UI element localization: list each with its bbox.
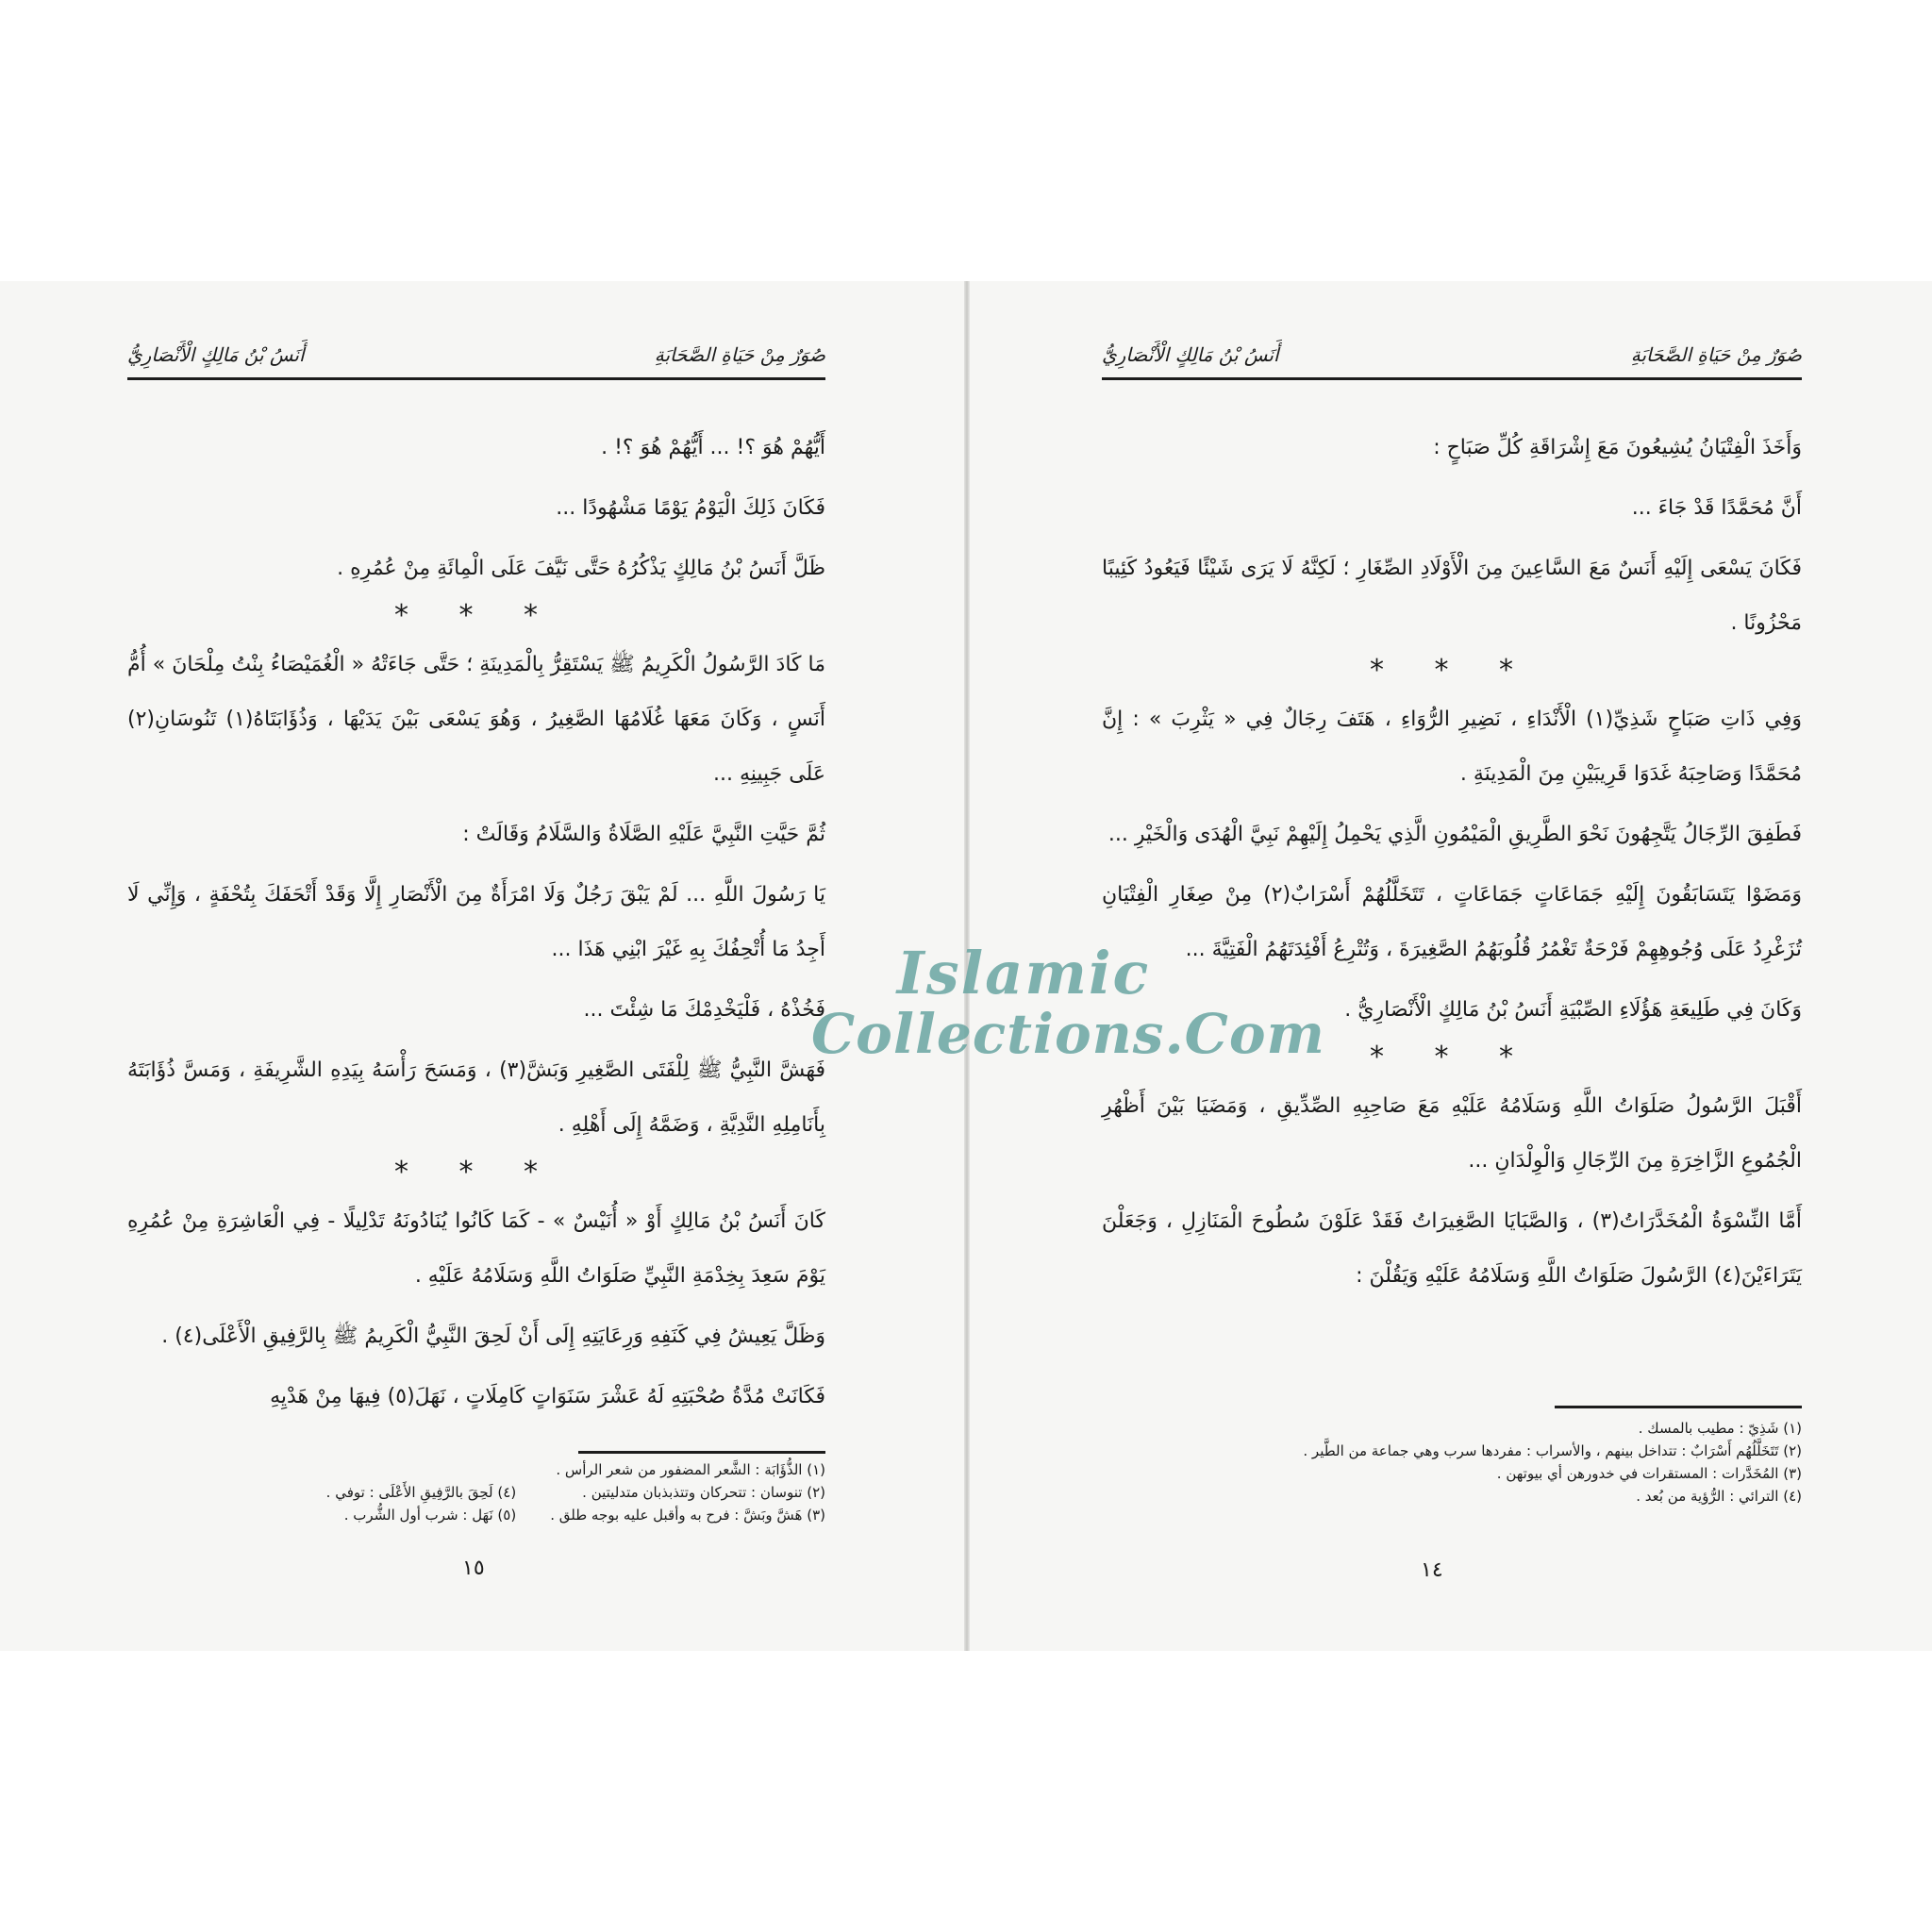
header-series-title: صُوَرٌ مِنْ حَيَاةِ الصَّحَابَةِ [1630, 343, 1802, 366]
section-separator: * * * [393, 1156, 559, 1189]
paragraph: ثُمَّ حَيَّتِ النَّبِيَّ عَلَيْهِ الصَّلَاةُ وَالسَّلَامُ وَقَالَتْ : [462, 823, 825, 846]
footnote: (١) الذُّؤَابَة : الشَّعر المضفور من شعر الرأس . [556, 1461, 825, 1478]
footnote: (٢) تَتَخَلَّلُهُم أَسْرَابٌ : تتداخل بينهم ، والأسراب : مفردها سرب وهي جماعة من الطَّير . [1303, 1442, 1802, 1459]
footnote: (١) شَذِيّ : مطيب بالمسك . [1638, 1420, 1802, 1437]
watermark-logo [811, 939, 1325, 1066]
paragraph: فَكَانَ ذَلِكَ الْيَوْمُ يَوْمًا مَشْهُودًا ... [556, 496, 825, 520]
header-book-title: أَنَسُ بْنُ مَالِكٍ الْأَنْصَارِيُّ [127, 343, 305, 366]
watermark-line: Islamic [896, 939, 1151, 1008]
paragraph: وَفِي ذَاتِ صَبَاحٍ شَذِيِّ(١) الْأَنْدَاءِ ، نَضِيرِ الرُّوَاءِ ، هَتَفَ رِجَالٌ فِي « يَثْرِبَ » : إِنَّ مُحَمَّدًا وَصَاحِبَهُ غَدَوَا قَرِيبَيْنِ مِنَ الْمَدِينَةِ . [1102, 708, 1802, 786]
section-separator: * * * [393, 599, 559, 632]
footnote-rule [1555, 1406, 1802, 1408]
paragraph: أَمَّا النِّسْوَةُ الْمُخَدَّرَاتُ(٣) ، وَالصَّبَايَا الصَّغِيرَاتُ فَقَدْ عَلَوْنَ سُطُوحَ الْمَنَازِلِ ، وَجَعَلْنَ يَتَرَاءَيْنَ(٤) الرَّسُولَ صَلَوَاتُ اللَّهِ وَسَلَامُهُ عَلَيْهِ وَيَقُلْنَ : [1102, 1209, 1802, 1288]
paragraph: وَظَلَّ يَعِيشُ فِي كَنَفِهِ وَرِعَايَتِهِ إِلَى أَنْ لَحِقَ النَّبِيُّ الْكَرِيمُ ﷺ بِالرَّفِيقِ الْأَعْلَى(٤) . [161, 1324, 825, 1348]
paragraph: فَطَفِقَ الرِّجَالُ يَتَّجِهُونَ نَحْوَ الطَّرِيقِ الْمَيْمُونِ الَّذِي يَحْمِلُ إِلَيْهِمْ نَبِيَّ الْهُدَى وَالْخَيْرِ ... [1108, 823, 1802, 846]
footnote-rule [578, 1451, 825, 1454]
paragraph: فَخُذْهُ ، فَلْيَخْدِمْكَ مَا شِئْتَ ... [583, 998, 825, 1022]
paragraph: أَقْبَلَ الرَّسُولُ صَلَوَاتُ اللَّهِ وَسَلَامُهُ عَلَيْهِ مَعَ صَاحِبِهِ الصِّدِّيقِ ، وَمَضَيَا بَيْنَ أَظْهُرِ الْجُمُوعِ الزَّاخِرَةِ مِنَ الرِّجَالِ وَالْوِلْدَانِ ... [1102, 1094, 1802, 1173]
paragraph: مَا كَادَ الرَّسُولُ الْكَرِيمُ ﷺ يَسْتَقِرُّ بِالْمَدِينَةِ ؛ حَتَّى جَاءَتْهُ « الْغُمَيْصَاءُ بِنْتُ مِلْحَانَ » أُمُّ أَنَسٍ ، وَكَانَ مَعَهَا غُلَامُهَا الصَّغِيرُ ، وَهُوَ يَسْعَى بَيْنَ يَدَيْهَا ، وَذُؤَابَتَاهُ(١) تَنُوسَانِ(٢) عَلَى جَبِينِهِ ... [127, 653, 825, 786]
section-separator: * * * [1369, 1041, 1535, 1074]
paragraph: فَهَشَّ النَّبِيُّ ﷺ لِلْفَتَى الصَّغِيرِ وَبَشَّ(٣) ، وَمَسَحَ رَأْسَهُ بِيَدِهِ الشَّرِيفَةِ ، وَمَسَّ ذُؤَابَتَهُ بِأَنَامِلِهِ النَّدِيَّةِ ، وَضَمَّهُ إِلَى أَهْلِهِ . [127, 1058, 825, 1137]
page-number: ١٤ [1421, 1558, 1443, 1582]
running-header [127, 340, 825, 380]
footnote-column [550, 1458, 825, 1526]
paragraph: فَكَانَتْ مُدَّةُ صُحْبَتِهِ لَهُ عَشْرَ سَنَوَاتٍ كَامِلَاتٍ ، نَهَلَ(٥) فِيهَا مِنْ هَدْيِهِ [270, 1385, 825, 1408]
paragraph: ظَلَّ أَنَسُ بْنُ مَالِكٍ يَذْكُرُهُ حَتَّى نَيَّفَ عَلَى الْمِائَةِ مِنْ عُمُرِهِ . [337, 557, 825, 580]
footnote: (٥) نَهَل : شرب أول الشُّرب . [343, 1507, 517, 1524]
footnote: (٢) تنوسان : تتحركان وتتذبذبان متدليتين . [582, 1484, 825, 1501]
paragraph: أَيُّهُمْ هُوَ ؟! ... أَيُّهُمْ هُوَ ؟! . [601, 436, 825, 459]
body-text [127, 421, 825, 1430]
paragraph: وَمَضَوْا يَتَسَابَقُونَ إِلَيْهِ جَمَاعَاتٍ جَمَاعَاتٍ ، تَتَخَلَّلُهُمْ أَسْرَابٌ(٢) مِنْ صِغَارِ الْفِتْيَانِ تُزَغْرِدُ عَلَى وُجُوهِهِمْ فَرْحَةٌ تَغْمُرُ قُلُوبَهُمُ الصَّغِيرَةَ ، وَتُتْرِعُ أَفْئِدَتَهُمُ الْفَتِيَّةَ ... [1102, 883, 1802, 961]
paragraph: وَأَخَذَ الْفِتْيَانُ يُشِيعُونَ مَعَ إِشْرَاقَةِ كُلِّ صَبَاحٍ : [1433, 436, 1802, 459]
footnote: (٣) هَشَّ وبَشَّ : فرح به وأقبل عليه بوجه طلق . [550, 1507, 825, 1524]
paragraph: يَا رَسُولَ اللَّهِ ... لَمْ يَبْقَ رَجُلٌ وَلَا امْرَأَةٌ مِنَ الْأَنْصَارِ إِلَّا وَقَدْ أَتْحَفَكَ بِتُحْفَةٍ ، وَإِنِّي لَا أَجِدُ مَا أُتْحِفُكَ بِهِ غَيْرَ ابْنِي هَذَا ... [127, 883, 825, 961]
footnotes [1102, 1417, 1802, 1507]
paragraph: أَنَّ مُحَمَّدًا قَدْ جَاءَ ... [1631, 496, 1802, 520]
page-number: ١٥ [462, 1557, 485, 1580]
footnote: (٤) الترائي : الرُّؤية من بُعد . [1636, 1488, 1802, 1505]
running-header [1102, 340, 1802, 380]
paragraph: فَكَانَ يَسْعَى إِلَيْهِ أَنَسٌ مَعَ السَّاعِينَ مِنَ الْأَوْلَادِ الصِّغَارِ ؛ لَكِنَّهُ لَا يَرَى شَيْئًا فَيَعُودُ كَئِيبًا مَحْزُونًا . [1102, 557, 1802, 635]
paragraph: وَكَانَ فِي طَلِيعَةِ هَؤُلَاءِ الصِّبْيَةِ أَنَسُ بْنُ مَالِكٍ الْأَنْصَارِيُّ . [1344, 998, 1802, 1022]
body-text [1102, 421, 1802, 1309]
header-series-title: صُوَرٌ مِنْ حَيَاةِ الصَّحَابَةِ [654, 343, 825, 366]
footnote: (٤) لَحِقَ بالرَّفِيقِ الأَعْلَى : توفي . [325, 1484, 517, 1501]
footnote: (٣) المُخَدَّرات : المستقرات في خدورهن أي بيوتهن . [1496, 1465, 1802, 1482]
footnotes [127, 1458, 825, 1526]
footnote [326, 1458, 517, 1481]
footnote-column [326, 1458, 517, 1526]
paragraph: كَانَ أَنَسُ بْنُ مَالِكٍ أَوْ « أُنَيْسٌ » - كَمَا كَانُوا يُنَادُونَهُ تَدْلِيلًا - فِي الْعَاشِرَةِ مِنْ عُمُرِهِ يَوْمَ سَعِدَ بِخِدْمَةِ النَّبِيِّ صَلَوَاتُ اللَّهِ وَسَلَامُهُ عَلَيْهِ . [127, 1209, 825, 1288]
header-book-title: أَنَسُ بْنُ مَالِكٍ الْأَنْصَارِيُّ [1102, 343, 1279, 366]
watermark-line: Collections.Com [811, 1002, 1325, 1066]
section-separator: * * * [1369, 654, 1535, 687]
